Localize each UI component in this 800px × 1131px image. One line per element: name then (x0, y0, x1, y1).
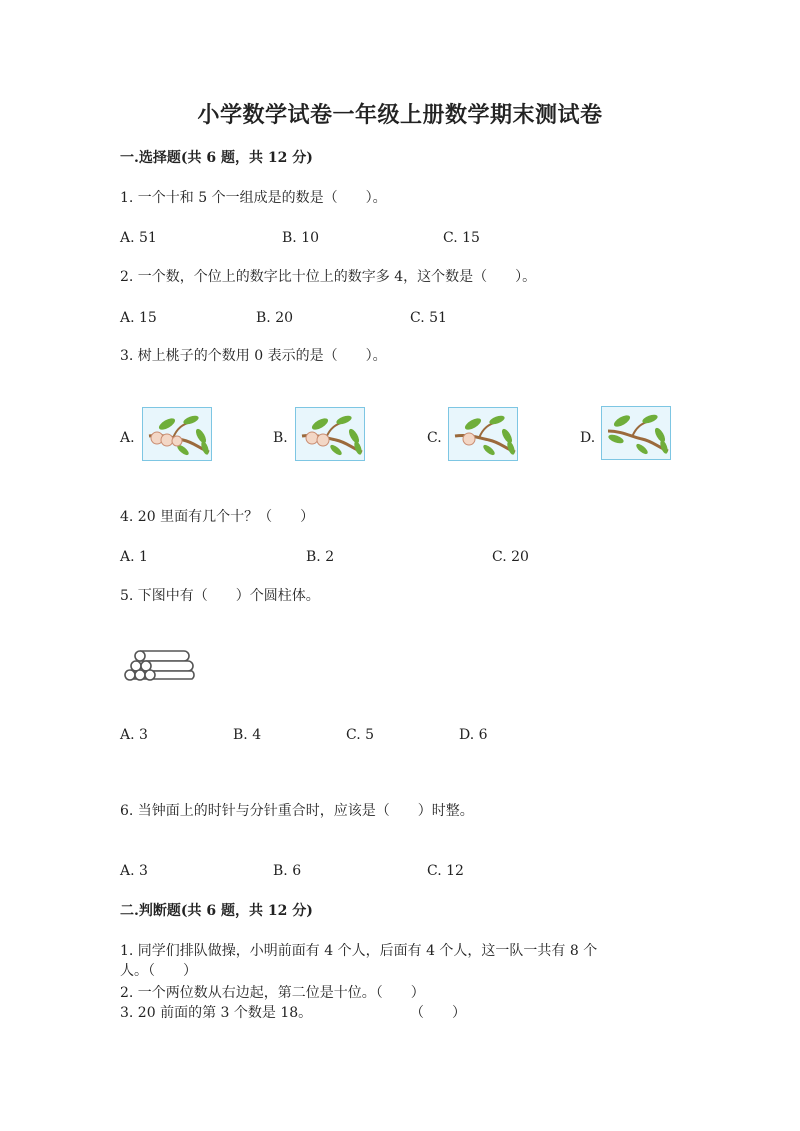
section2-heading: 二.判断题(共 6 题，共 12 分) (120, 903, 313, 919)
tf-question-1-line1: 1. 同学们排队做操，小明前面有 4 个人，后面有 4 个人，这一队一共有 8 个 (120, 943, 598, 959)
tf-question-3-answer-blank: （ ） (410, 1005, 466, 1021)
tf-question-3: 3. 20 前面的第 3 个数是 18。 (120, 1005, 313, 1021)
q5-option-b: B. 4 (233, 727, 262, 743)
q2-option-a: A. 15 (120, 310, 157, 326)
question-2-text: 2. 一个数，个位上的数字比十位上的数字多 4，这个数是（ ）。 (120, 269, 537, 285)
section1-heading: 一.选择题(共 6 题，共 12 分) (120, 150, 313, 166)
q5-option-a: A. 3 (120, 727, 148, 743)
peach-branch-icon (449, 408, 519, 462)
q3-image-b (295, 407, 365, 461)
q1-option-b: B. 10 (282, 230, 320, 246)
q3-option-d: D. (580, 430, 596, 446)
tf-question-1-line2: 人。（ ） (120, 963, 197, 979)
q6-option-a: A. 3 (120, 863, 148, 879)
q4-option-c: C. 20 (492, 549, 529, 565)
peach-branch-icon (143, 408, 213, 462)
q6-option-b: B. 6 (273, 863, 302, 879)
q2-option-b: B. 20 (256, 310, 294, 326)
q3-image-c (448, 407, 518, 461)
q1-option-a: A. 51 (120, 230, 157, 246)
q5-option-c: C. 5 (346, 727, 375, 743)
stacked-cylinders-icon (122, 645, 198, 681)
q2-option-c: C. 51 (410, 310, 447, 326)
q3-image-d (601, 406, 671, 460)
question-1-text: 1. 一个十和 5 个一组成是的数是（ ）。 (120, 190, 387, 206)
page-title: 小学数学试卷一年级上册数学期末测试卷 (197, 102, 603, 128)
q3-image-a (142, 407, 212, 461)
question-5-text: 5. 下图中有（ ）个圆柱体。 (120, 588, 320, 604)
q3-option-b: B. (273, 430, 288, 446)
q4-option-b: B. 2 (306, 549, 335, 565)
q5-option-d: D. 6 (459, 727, 488, 743)
question-6-text: 6. 当钟面上的时针与分针重合时，应该是（ ）时整。 (120, 803, 474, 819)
tf-question-2: 2. 一个两位数从右边起，第二位是十位。（ ） (120, 985, 425, 1001)
question-4-text: 4. 20 里面有几个十？（ ） (120, 509, 315, 525)
peach-branch-icon (296, 408, 366, 462)
q3-option-c: C. (427, 430, 442, 446)
q4-option-a: A. 1 (120, 549, 148, 565)
q3-option-a: A. (120, 430, 135, 446)
peach-branch-icon (602, 407, 672, 461)
question-3-text: 3. 树上桃子的个数用 0 表示的是（ ）。 (120, 348, 387, 364)
q1-option-c: C. 15 (443, 230, 480, 246)
q6-option-c: C. 12 (427, 863, 464, 879)
